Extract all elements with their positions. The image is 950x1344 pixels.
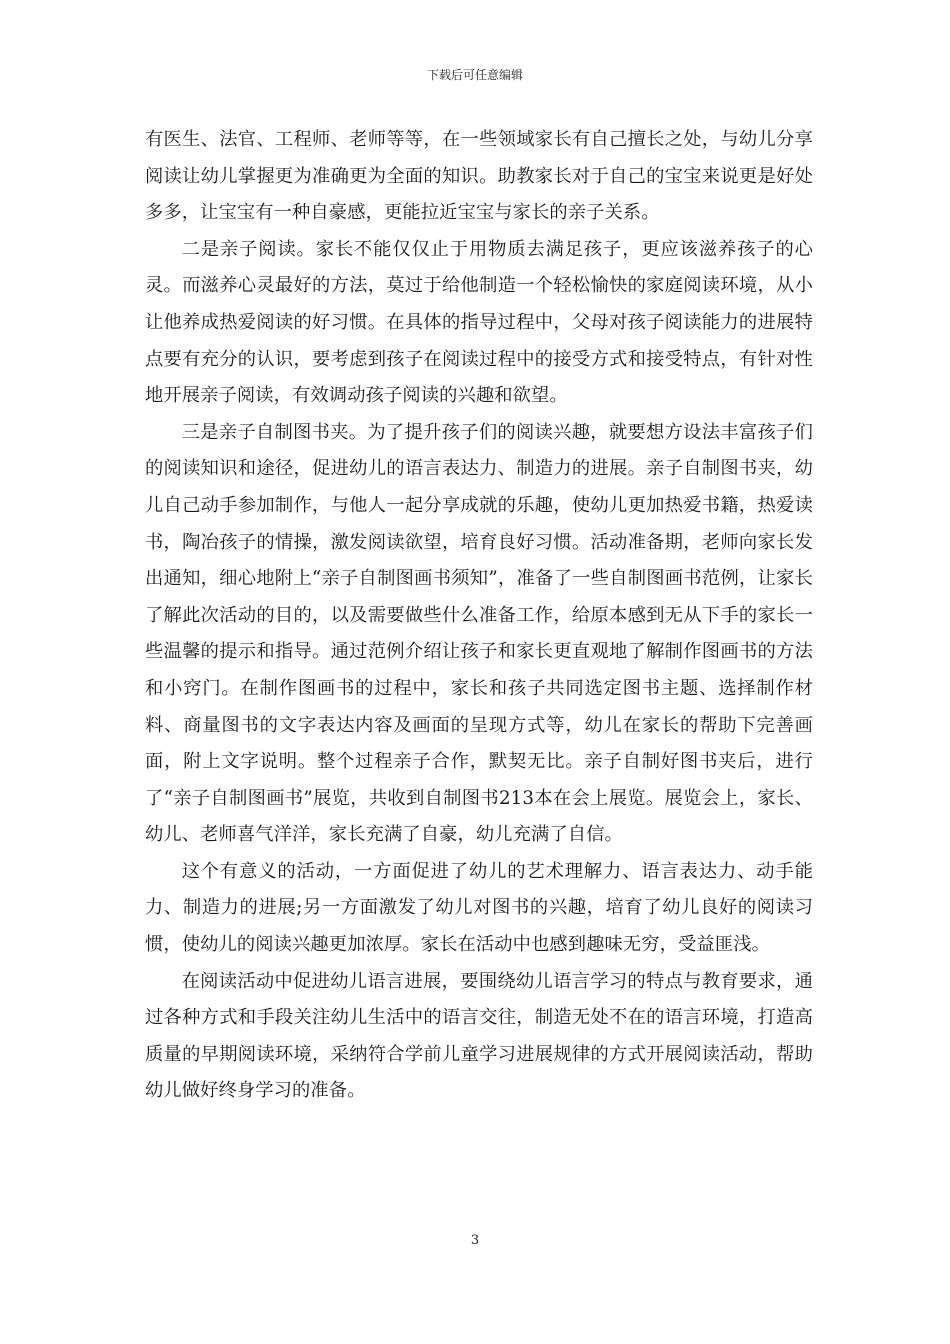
paragraph-5: 在阅读活动中促进幼儿语言进展，要围绕幼儿语言学习的特点与教育要求，通过各种方式和手段关注幼儿生活中的语言交往，制造无处不在的语言环境，打造高质量的早期阅读环境，采纳符合学前儿童学习进展规律的方式开展阅读活动，帮助幼儿做好终身学习的准备。 (145, 970, 813, 1102)
paragraph-2: 二是亲子阅读。家长不能仅仅止于用物质去满足孩子，更应该滋养孩子的心灵。而滋养心灵最好的方法，莫过于给他制造一个轻松愉快的家庭阅读环境，从小让他养成热爱阅读的好习惯。在具体的指导过程中，父母对孩子阅读能力的进展特点要有充分的认识，要考虑到孩子在阅读过程中的接受方式和接受特点，有针对性地开展亲子阅读，有效调动孩子阅读的兴趣和欲望。 (145, 238, 813, 407)
page-number: 3 (470, 1233, 480, 1248)
page-header: 下载后可任意编辑 (426, 68, 523, 82)
paragraph-4: 这个有意义的活动，一方面促进了幼儿的艺术理解力、语言表达力、动手能力、制造力的进展;另一方面激发了幼儿对图书的兴趣，培育了幼儿良好的阅读习惯，使幼儿的阅读兴趣更加浓厚。家长在活动中也感到趣味无穷，受益匪浅。 (145, 860, 813, 956)
paragraph-1: 有医生、法官、工程师、老师等等，在一些领域家长有自己擅长之处，与幼儿分享阅读让幼儿掌握更为准确更为全面的知识。助教家长对于自己的宝宝来说更是好处多多，让宝宝有一种自豪感，更能拉近宝宝与家长的亲子关系。 (145, 129, 813, 224)
paragraph-3: 三是亲子自制图书夹。为了提升孩子们的阅读兴趣，就要想方设法丰富孩子们的阅读知识和途径，促进幼儿的语言表达力、制造力的进展。亲子自制图书夹，幼儿自己动手参加制作，与他人一起分享成就的乐趣，使幼儿更加热爱书籍，热爱读书，陶冶孩子的情操，激发阅读欲望，培育良好习惯。活动准备期，老师向家长发出通知，细心地附上“亲子自制图画书须知”，准备了一些自制图画书范例，让家长了解此次活动的目的，以及需要做些什么准备工作，给原本感到无从下手的家长一些温馨的提示和指导。通过范例介绍让孩子和家长更直观地了解制作图画书的方法和小窍门。在制作图画书的过程中，家长和孩子共同选定图书主题、选择制作材料、商量图书的文字表达内容及画面的呈现方式等，幼儿在家长的帮助下完善画面，附上文字说明。整个过程亲子合作，默契无比。亲子自制好图书夹后，进行了“亲子自制图画书”展览，共收到自制图书213本在会上展览。展览会上，家长、幼儿、老师喜气洋洋，家长充满了自豪，幼儿充满了自信。 (145, 421, 813, 846)
body-text (145, 122, 813, 1110)
